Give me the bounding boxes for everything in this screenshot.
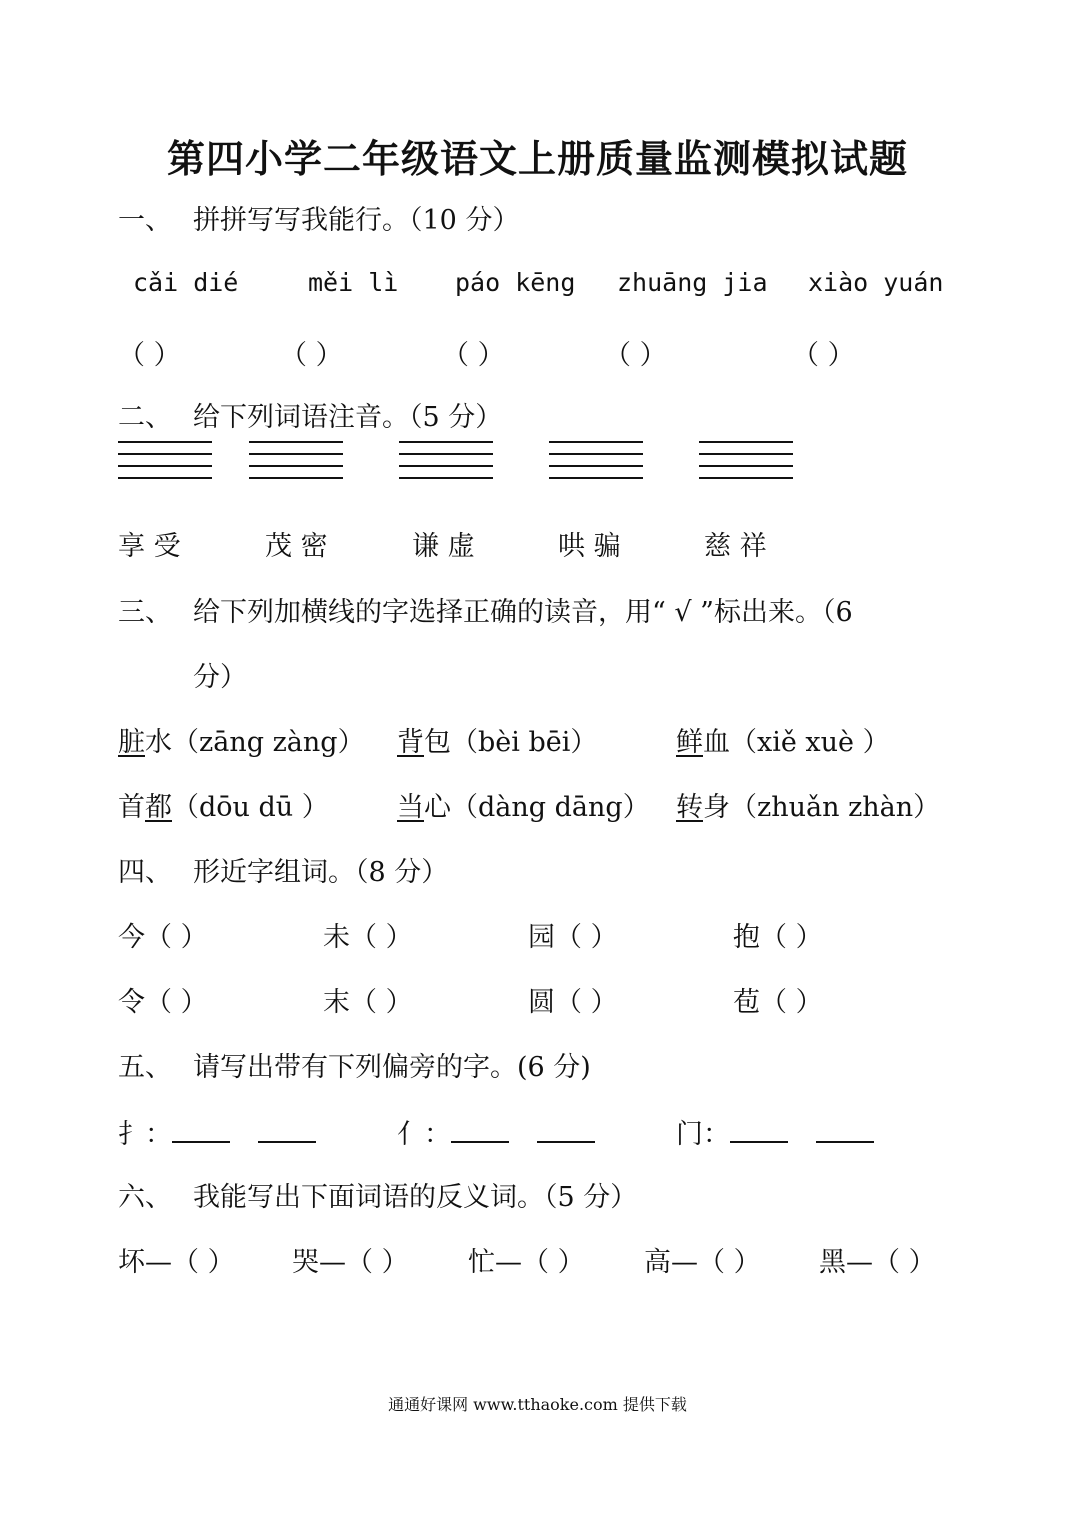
section-text: 给下列词语注音。（5 分） xyxy=(193,402,503,433)
similar-char-3: 园（ ） xyxy=(528,922,618,953)
answer-paren-4: （ ） xyxy=(604,340,667,371)
pinyin-4: zhuāng jia xyxy=(617,268,768,297)
underlined-char: 鲜 xyxy=(676,727,703,758)
reading-item-4 xyxy=(118,785,329,824)
underlined-char: 当 xyxy=(397,792,424,823)
pinyin-3: páo kēng xyxy=(455,268,576,297)
page-title: 第四小学二年级语文上册质量监测模拟试题 xyxy=(166,137,908,181)
answer-paren-1: （ ） xyxy=(118,340,181,371)
item-pre: 首 xyxy=(118,792,145,823)
item-rest: 水（zāng zàng） xyxy=(145,727,365,758)
answer-paren-5: （ ） xyxy=(792,340,855,371)
section-number: 四、 xyxy=(118,857,172,888)
answer-line xyxy=(537,1119,595,1143)
word-5: 慈 祥 xyxy=(704,531,767,562)
section-text: 我能写出下面词语的反义词。（5 分） xyxy=(193,1182,638,1213)
section-3-heading xyxy=(118,590,853,629)
radical-group-2 xyxy=(397,1112,623,1151)
similar-char-7: 圆（ ） xyxy=(528,987,618,1018)
radical-label: 门： xyxy=(676,1119,730,1150)
reading-item-1 xyxy=(118,720,365,759)
underlined-char: 转 xyxy=(676,792,703,823)
answer-paren-2: （ ） xyxy=(280,340,343,371)
similar-char-6: 末（ ） xyxy=(323,987,413,1018)
similar-char-2: 未（ ） xyxy=(323,922,413,953)
underlined-char: 背 xyxy=(397,727,424,758)
pinyin-writing-lines xyxy=(549,441,643,489)
section-6-heading xyxy=(118,1175,637,1214)
item-rest: 包（bèi bēi） xyxy=(424,727,598,758)
radical-label: 亻： xyxy=(397,1119,451,1150)
reading-item-3 xyxy=(676,720,890,759)
section-number: 三、 xyxy=(118,597,172,628)
section-text-continued: 分） xyxy=(193,662,247,693)
antonym-item-1: 坏—（ ） xyxy=(118,1247,235,1278)
word-3: 谦 虚 xyxy=(412,531,475,562)
section-text: 形近字组词。（8 分） xyxy=(193,857,449,888)
similar-char-5: 令（ ） xyxy=(118,987,208,1018)
antonym-item-5: 黑—（ ） xyxy=(819,1247,936,1278)
item-rest: 身（zhuǎn zhàn） xyxy=(703,792,941,823)
radical-group-1 xyxy=(118,1112,344,1151)
section-text: 拼拼写写我能行。（10 分） xyxy=(193,205,520,236)
section-2-heading xyxy=(118,395,502,434)
similar-char-4: 抱（ ） xyxy=(733,922,823,953)
pinyin-2: měi lì xyxy=(308,268,399,297)
answer-line xyxy=(258,1119,316,1143)
section-number: 一、 xyxy=(118,205,172,236)
word-1: 享 受 xyxy=(118,531,181,562)
pinyin-5: xiào yuán xyxy=(808,268,944,297)
item-rest: 心（dàng dāng） xyxy=(424,792,650,823)
item-rest: 血（xiě xuè ） xyxy=(703,727,890,758)
answer-line xyxy=(730,1119,788,1143)
reading-item-5 xyxy=(397,785,650,824)
reading-item-6 xyxy=(676,785,940,824)
section-1-heading xyxy=(118,198,519,237)
section-text: 请写出带有下列偏旁的字。(6 分) xyxy=(193,1052,591,1083)
answer-line xyxy=(172,1119,230,1143)
answer-line xyxy=(816,1119,874,1143)
pinyin-writing-lines xyxy=(699,441,793,489)
pinyin-1: cǎi dié xyxy=(133,268,239,297)
pinyin-writing-lines xyxy=(249,441,343,489)
antonym-item-4: 高—（ ） xyxy=(644,1247,761,1278)
pinyin-writing-lines xyxy=(118,441,212,489)
underlined-char: 脏 xyxy=(118,727,145,758)
radical-group-3 xyxy=(676,1112,902,1151)
underlined-char: 都 xyxy=(145,792,172,823)
reading-item-2 xyxy=(397,720,597,759)
answer-line xyxy=(451,1119,509,1143)
answer-paren-3: （ ） xyxy=(442,340,505,371)
radical-label: 扌： xyxy=(118,1119,172,1150)
similar-char-1: 今（ ） xyxy=(118,922,208,953)
similar-char-8: 苞（ ） xyxy=(733,987,823,1018)
section-4-heading xyxy=(118,850,448,889)
section-number: 六、 xyxy=(118,1182,172,1213)
footer-source: 通通好课网 www.tthaoke.com 提供下载 xyxy=(388,1395,687,1414)
section-number: 二、 xyxy=(118,402,172,433)
section-5-heading xyxy=(118,1045,591,1084)
word-4: 哄 骗 xyxy=(558,531,621,562)
item-rest: （dōu dū ） xyxy=(172,792,329,823)
section-text: 给下列加横线的字选择正确的读音，用“ √ ”标出来。（6 xyxy=(193,597,853,628)
antonym-item-3: 忙—（ ） xyxy=(468,1247,585,1278)
section-number: 五、 xyxy=(118,1052,172,1083)
word-2: 茂 密 xyxy=(265,531,328,562)
pinyin-writing-lines xyxy=(399,441,493,489)
antonym-item-2: 哭—（ ） xyxy=(292,1247,409,1278)
